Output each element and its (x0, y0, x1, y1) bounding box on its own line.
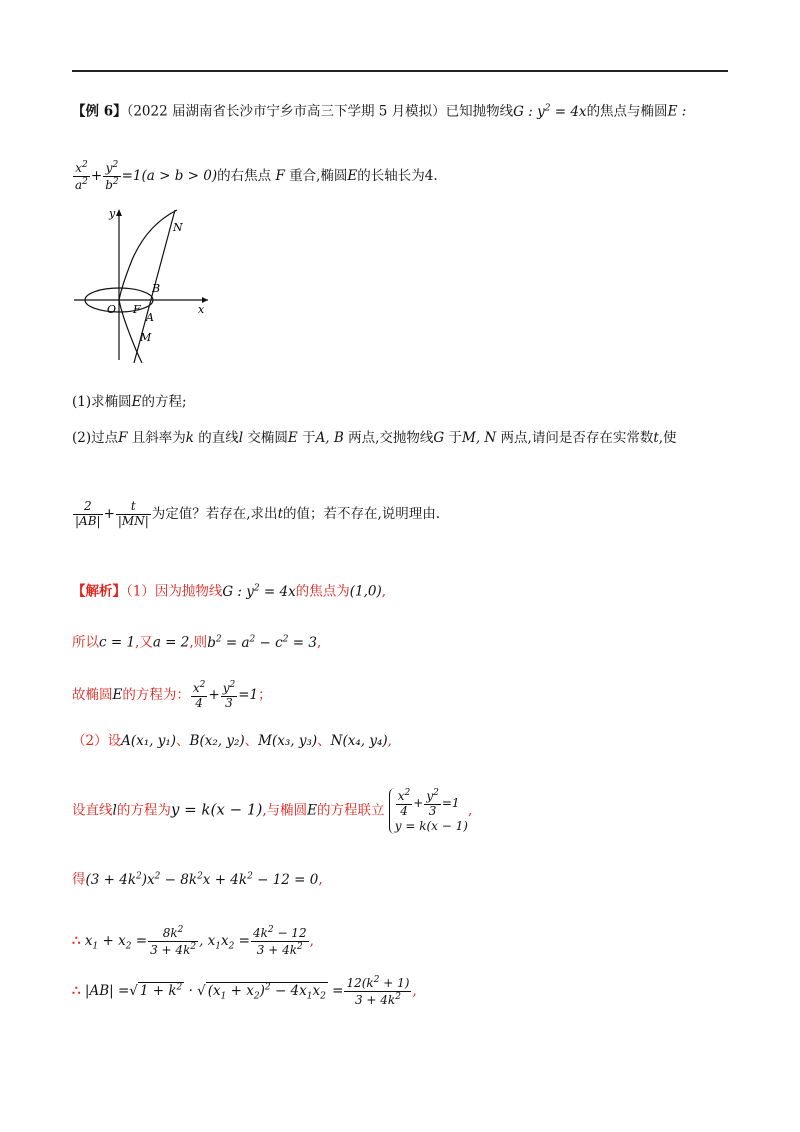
solution-line-5: 设直线l的方程为y = k(x − 1),与椭圆E的方程联立 $\frac{x^2}{4}$ + $\frac{y^2}{3}$ =1 y = k(x − 1) , (72, 788, 473, 833)
solution-line-8: ∴ |AB| =√ $1 + k^2$ · √ $(x_1 + x_2)^2 - 4x_1x_2$ = $\frac{12(k^2 + 1)}{3 + 4k^2}$ , (72, 975, 417, 1007)
header-rule (72, 70, 728, 72)
label-n: N (173, 221, 183, 234)
solution-line-6: 得$(3 + 4k^2)x^2 - 8k^2x + 4k^2 - 12 = 0$, (72, 871, 323, 888)
label-f: F (133, 303, 141, 316)
question-2-line-1: (2)过点F 且斜率为k 的直线l 交椭圆E 于A, B 两点,交抛物线G 于M, N 两点,请问是否存在实常数t,使 (72, 430, 677, 446)
label-b: B (152, 282, 161, 295)
solution-line-7: ∴ $x_1 + x_2$ = $\frac{8k^2}{3 + 4k^2}$ , $x_1x_2$ = $\frac{4k^2 - 12}{3 + 4k^2}$ , (72, 925, 314, 957)
label-m: M (140, 331, 152, 344)
question-2-line-2: $\frac{2}{|AB|}$ + $\frac{t}{|MN|}$ 为定值？若存在,求出t的值；若不存在,说明理由. (75, 499, 441, 528)
problem-line-1: 【例 6】（2022 届湖南省长沙市宁乡市高三下学期 5 月模拟）已知抛物线G : $y^2 = 4x$的焦点与椭圆E : (72, 103, 687, 120)
solution-tag: 【解析】 (72, 583, 126, 600)
solution-line-3: 故椭圆E的方程为： $\frac{x^2}{4}$ + $\frac{y^2}{3}$ =1； (72, 680, 272, 710)
problem-line-2: $\frac{x^2}{a^2}$ + $\frac{y^2}{b^2}$ =1(a > b > 0)的右焦点 F 重合,椭圆E的长轴长为4. (75, 160, 438, 192)
example-tag: 【例 6】 (72, 103, 127, 120)
label-x: x (198, 303, 205, 316)
figure-ellipse-parabola (72, 205, 212, 365)
solution-line-4: （2）设A(x₁, y₁)、B(x₂, y₂)、M(x₃, y₃)、N(x₄, y₄), (72, 733, 392, 749)
parabola-eq: G : $y^2 = 4x$ (513, 103, 587, 120)
solution-line-1: 【解析】（1）因为抛物线G : $y^2 = 4x$的焦点为(1,0), (72, 583, 387, 600)
label-o: O (107, 303, 117, 316)
equation-system: $\frac{x^2}{4}$ + $\frac{y^2}{3}$ =1 y = k(x − 1) (389, 788, 468, 834)
solution-line-2: 所以c = 1,又a = 2,则$b^2 = a^2 - c^2 = 3$, (72, 634, 322, 651)
question-1: (1)求椭圆E的方程; (72, 394, 187, 410)
y-arrow-icon (116, 209, 122, 216)
label-y: y (109, 207, 116, 220)
label-a: A (146, 311, 154, 324)
problem-source: （2022 届湖南省长沙市宁乡市高三下学期 5 月模拟） (126, 103, 446, 120)
frac-x2-a2: $\frac{x^2}{a^2}$ (75, 160, 88, 192)
